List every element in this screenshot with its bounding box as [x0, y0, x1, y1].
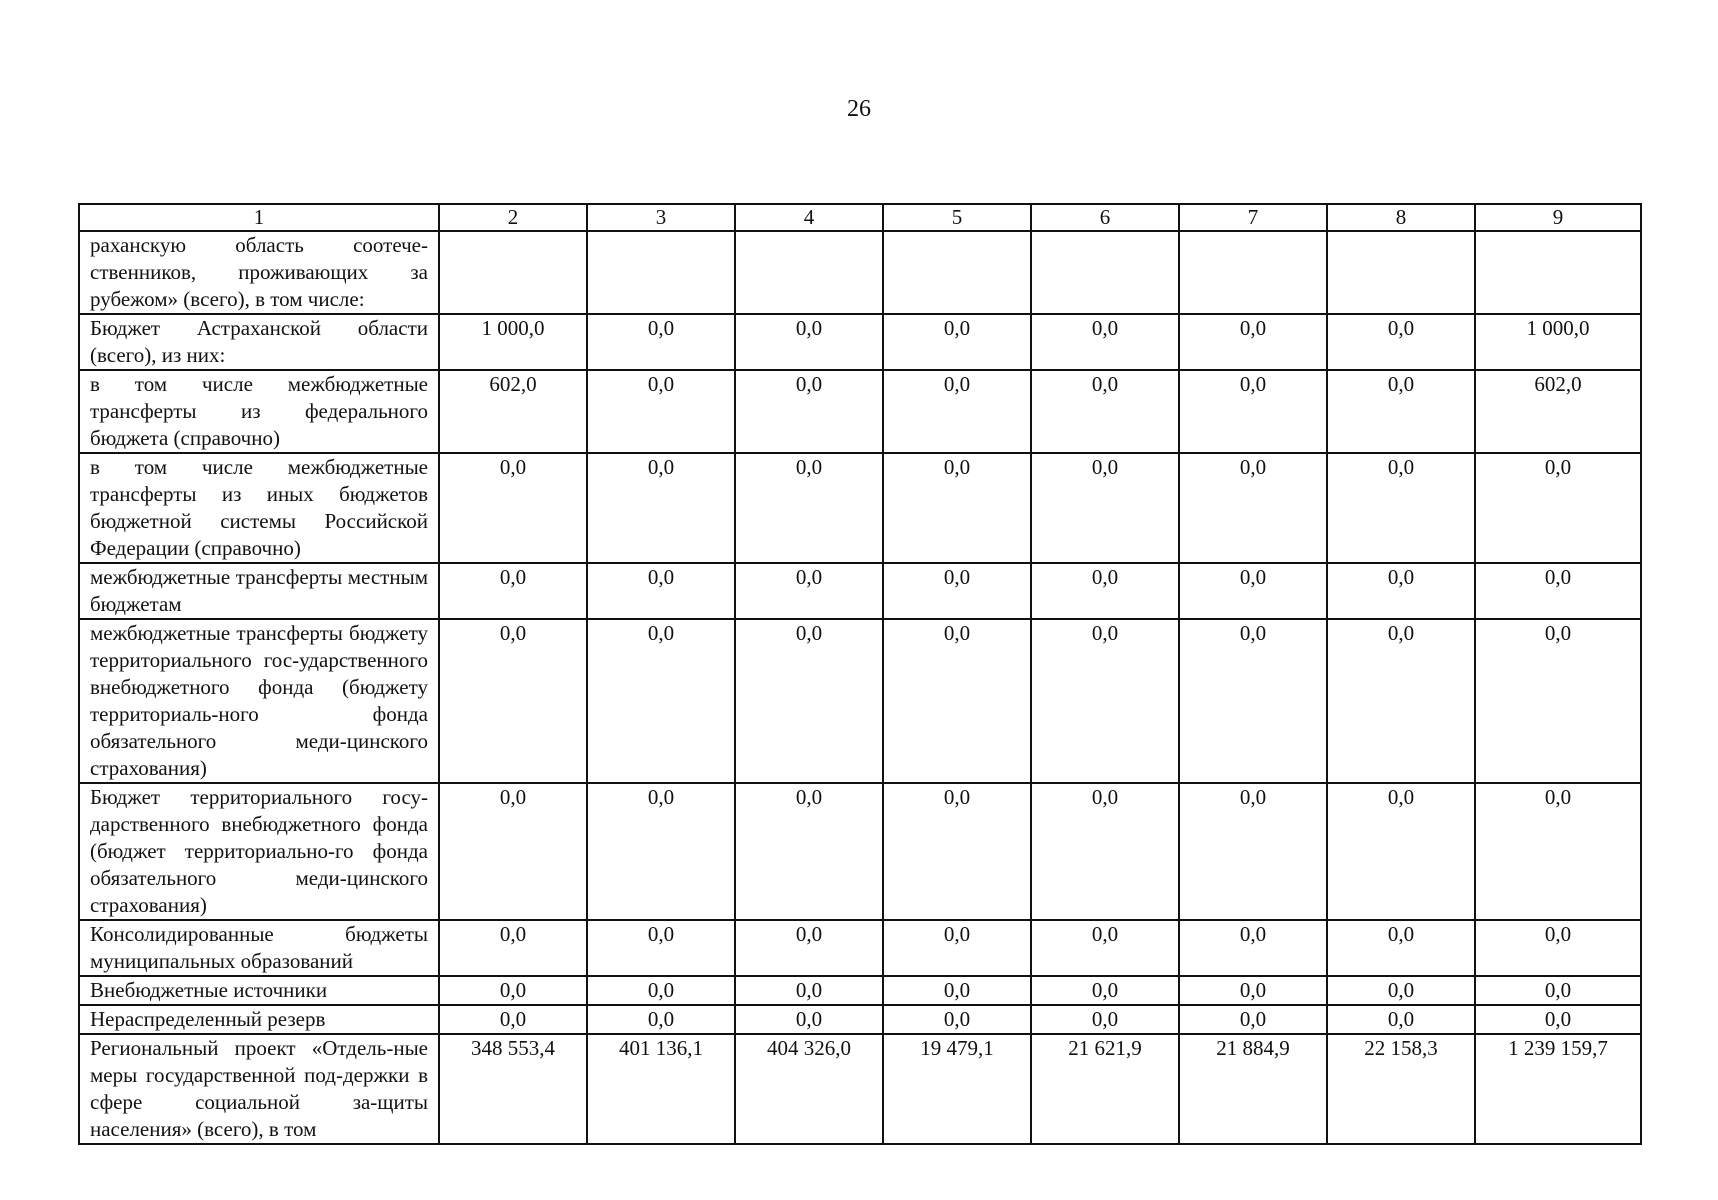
- cell-value: 0,0: [1327, 1005, 1475, 1034]
- cell-value: [1327, 231, 1475, 314]
- cell-value: 0,0: [1475, 619, 1641, 783]
- cell-value: 0,0: [439, 976, 587, 1005]
- cell-value: 0,0: [1327, 314, 1475, 370]
- column-header: 9: [1475, 204, 1641, 231]
- column-header: 2: [439, 204, 587, 231]
- cell-value: [883, 231, 1031, 314]
- cell-value: [1031, 231, 1179, 314]
- cell-value: [1475, 231, 1641, 314]
- page-number: 26: [847, 96, 871, 122]
- cell-value: 0,0: [439, 1005, 587, 1034]
- cell-value: 0,0: [587, 314, 735, 370]
- cell-value: 0,0: [1475, 783, 1641, 920]
- cell-value: 0,0: [439, 619, 587, 783]
- row-label: Внебюджетные источники: [79, 976, 439, 1005]
- cell-value: 0,0: [1031, 314, 1179, 370]
- cell-value: 0,0: [883, 619, 1031, 783]
- table-row: [79, 231, 1641, 314]
- cell-value: 404 326,0: [735, 1034, 883, 1144]
- cell-value: 0,0: [1179, 314, 1327, 370]
- cell-value: 0,0: [735, 1005, 883, 1034]
- cell-value: 0,0: [1031, 619, 1179, 783]
- table-row: [79, 976, 1641, 1005]
- cell-value: 0,0: [1031, 976, 1179, 1005]
- cell-value: 0,0: [1179, 453, 1327, 563]
- row-label: Региональный проект «Отдель-ные меры государственной под-держки в сфере социальной за-щиты населения» (всего), в том: [79, 1034, 439, 1144]
- table-row: [79, 453, 1641, 563]
- row-label: Бюджет территориального госу-дарственного внебюджетного фонда (бюджет территориально-го фонда обязательного меди-цинского страхования): [79, 783, 439, 920]
- column-header: 6: [1031, 204, 1179, 231]
- cell-value: 0,0: [1327, 453, 1475, 563]
- cell-value: 0,0: [1327, 976, 1475, 1005]
- table-row: [79, 920, 1641, 976]
- cell-value: 0,0: [587, 976, 735, 1005]
- table-row: [79, 314, 1641, 370]
- cell-value: 602,0: [439, 370, 587, 453]
- cell-value: 19 479,1: [883, 1034, 1031, 1144]
- cell-value: 0,0: [1179, 920, 1327, 976]
- column-header: 5: [883, 204, 1031, 231]
- row-label: раханскую область соотече-ственников, проживающих за рубежом» (всего), в том числе:: [79, 231, 439, 314]
- cell-value: 0,0: [587, 783, 735, 920]
- row-label: Консолидированные бюджеты муниципальных образований: [79, 920, 439, 976]
- column-header: 1: [79, 204, 439, 231]
- cell-value: 0,0: [1031, 920, 1179, 976]
- column-header: 3: [587, 204, 735, 231]
- cell-value: 0,0: [735, 314, 883, 370]
- row-label: межбюджетные трансферты бюджету территориального гос-ударственного внебюджетного фонда (бюджету территориаль-ного фонда обязательного меди-цинского страхования): [79, 619, 439, 783]
- cell-value: [587, 231, 735, 314]
- table-row: [79, 370, 1641, 453]
- cell-value: 0,0: [439, 783, 587, 920]
- cell-value: [439, 231, 587, 314]
- cell-value: 0,0: [735, 619, 883, 783]
- cell-value: 0,0: [439, 563, 587, 619]
- cell-value: 602,0: [1475, 370, 1641, 453]
- cell-value: 0,0: [587, 1005, 735, 1034]
- budget-table-container: [78, 203, 1640, 1145]
- cell-value: 0,0: [883, 783, 1031, 920]
- cell-value: 0,0: [1475, 453, 1641, 563]
- cell-value: 0,0: [1327, 783, 1475, 920]
- cell-value: 0,0: [1031, 563, 1179, 619]
- cell-value: [735, 231, 883, 314]
- cell-value: 0,0: [883, 920, 1031, 976]
- cell-value: 0,0: [1031, 1005, 1179, 1034]
- cell-value: 0,0: [735, 976, 883, 1005]
- table-row: [79, 1034, 1641, 1144]
- row-label: межбюджетные трансферты местным бюджетам: [79, 563, 439, 619]
- cell-value: 0,0: [587, 920, 735, 976]
- cell-value: 348 553,4: [439, 1034, 587, 1144]
- cell-value: 0,0: [587, 370, 735, 453]
- cell-value: 0,0: [735, 453, 883, 563]
- cell-value: 0,0: [735, 783, 883, 920]
- cell-value: 0,0: [1327, 920, 1475, 976]
- cell-value: 0,0: [587, 619, 735, 783]
- cell-value: 22 158,3: [1327, 1034, 1475, 1144]
- cell-value: 21 884,9: [1179, 1034, 1327, 1144]
- row-label: в том числе межбюджетные трансферты из федерального бюджета (справочно): [79, 370, 439, 453]
- cell-value: 1 239 159,7: [1475, 1034, 1641, 1144]
- table-row: [79, 619, 1641, 783]
- cell-value: 0,0: [883, 563, 1031, 619]
- cell-value: 0,0: [883, 1005, 1031, 1034]
- table-row: [79, 1005, 1641, 1034]
- cell-value: 0,0: [735, 370, 883, 453]
- cell-value: 0,0: [1327, 370, 1475, 453]
- header-row: [79, 204, 1641, 231]
- cell-value: 0,0: [1179, 563, 1327, 619]
- column-header: 4: [735, 204, 883, 231]
- cell-value: 0,0: [1327, 619, 1475, 783]
- cell-value: 0,0: [1475, 976, 1641, 1005]
- cell-value: 0,0: [1179, 783, 1327, 920]
- column-header: 8: [1327, 204, 1475, 231]
- cell-value: 0,0: [1179, 619, 1327, 783]
- budget-table: [78, 203, 1642, 1145]
- cell-value: 0,0: [1179, 370, 1327, 453]
- cell-value: 1 000,0: [439, 314, 587, 370]
- column-header: 7: [1179, 204, 1327, 231]
- table-row: [79, 783, 1641, 920]
- cell-value: 0,0: [1475, 920, 1641, 976]
- cell-value: 0,0: [883, 314, 1031, 370]
- cell-value: 0,0: [1031, 370, 1179, 453]
- cell-value: 0,0: [883, 976, 1031, 1005]
- cell-value: 0,0: [587, 453, 735, 563]
- cell-value: 1 000,0: [1475, 314, 1641, 370]
- cell-value: 0,0: [735, 563, 883, 619]
- cell-value: 0,0: [1475, 1005, 1641, 1034]
- row-label: Нераспределенный резерв: [79, 1005, 439, 1034]
- cell-value: 0,0: [439, 920, 587, 976]
- cell-value: 0,0: [1179, 1005, 1327, 1034]
- cell-value: 0,0: [587, 563, 735, 619]
- cell-value: 0,0: [883, 370, 1031, 453]
- cell-value: 0,0: [1031, 783, 1179, 920]
- cell-value: 21 621,9: [1031, 1034, 1179, 1144]
- cell-value: 0,0: [1031, 453, 1179, 563]
- cell-value: 0,0: [1475, 563, 1641, 619]
- cell-value: [1179, 231, 1327, 314]
- cell-value: 0,0: [1327, 563, 1475, 619]
- row-label: Бюджет Астраханской области (всего), из них:: [79, 314, 439, 370]
- cell-value: 401 136,1: [587, 1034, 735, 1144]
- cell-value: 0,0: [439, 453, 587, 563]
- cell-value: 0,0: [735, 920, 883, 976]
- cell-value: 0,0: [1179, 976, 1327, 1005]
- table-row: [79, 563, 1641, 619]
- row-label: в том числе межбюджетные трансферты из иных бюджетов бюджетной системы Российской Федерации (справочно): [79, 453, 439, 563]
- cell-value: 0,0: [883, 453, 1031, 563]
